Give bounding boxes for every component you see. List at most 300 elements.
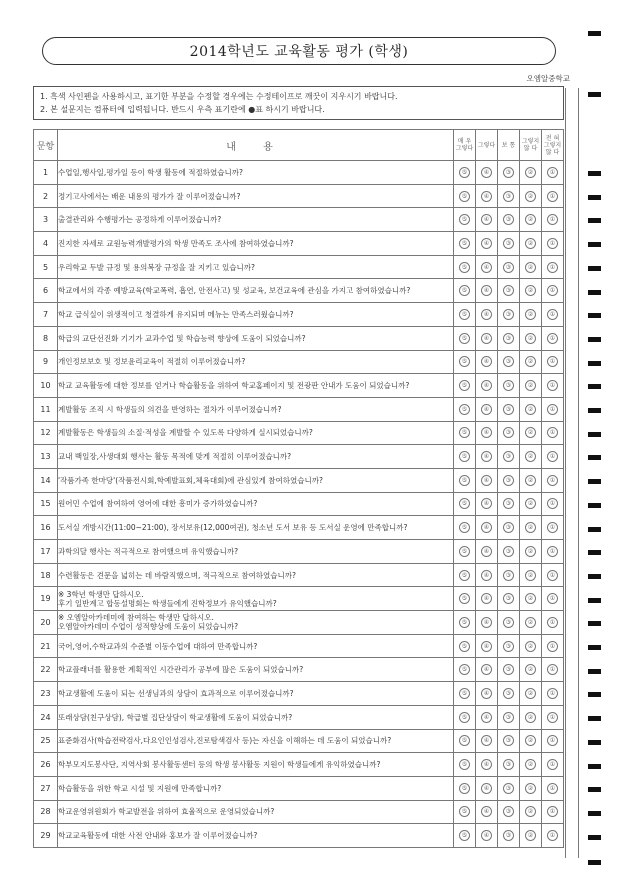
answer-bubble-5[interactable]: ⑤ <box>459 641 470 652</box>
answer-bubble-5[interactable]: ⑤ <box>459 356 470 367</box>
answer-bubble-4[interactable]: ④ <box>481 380 492 391</box>
answer-bubble-3[interactable]: ③ <box>503 498 514 509</box>
answer-cell <box>520 397 542 421</box>
question-number: 21 <box>34 634 58 658</box>
answer-bubble-5[interactable]: ⑤ <box>459 498 470 509</box>
answer-cell <box>454 397 476 421</box>
answer-bubble-5[interactable]: ⑤ <box>459 712 470 723</box>
answer-cell <box>476 255 498 279</box>
answer-cell <box>520 587 542 611</box>
answer-bubble-2[interactable]: ② <box>525 191 536 202</box>
answer-cell <box>498 184 520 208</box>
instruction-1: 1. 흑색 사인펜을 사용하시고, 표기한 부분을 수정할 경우에는 수정테이프로 깨끗이 지우시기 바랍니다. <box>40 92 398 101</box>
timing-mark <box>588 408 601 413</box>
answer-bubble-5[interactable]: ⑤ <box>459 522 470 533</box>
answer-bubble-5[interactable]: ⑤ <box>459 285 470 296</box>
answer-cell <box>498 421 520 445</box>
question-number: 16 <box>34 516 58 540</box>
answer-cell <box>476 540 498 564</box>
answer-bubble-5[interactable]: ⑤ <box>459 309 470 320</box>
answer-cell <box>542 729 564 753</box>
question-row <box>34 540 564 564</box>
answer-bubble-1[interactable]: ① <box>547 262 558 273</box>
question-text: 수업일,행사일,평가일 등이 학생 활동에 적절하였습니까? <box>58 161 454 185</box>
timing-mark <box>588 669 601 674</box>
answer-bubble-1[interactable]: ① <box>547 309 558 320</box>
answer-bubble-3[interactable]: ③ <box>503 285 514 296</box>
answer-cell <box>476 753 498 777</box>
answer-cell <box>498 587 520 611</box>
question-text: 도서실 개방시간(11:00~21:00), 장서보유(12,000여권), 청소년 도서 보유 등 도서실 운영에 만족합니까? <box>58 516 454 540</box>
header-option-5: 매 우 그렇다 <box>454 130 476 161</box>
answer-bubble-3[interactable]: ③ <box>503 641 514 652</box>
timing-mark <box>588 455 601 460</box>
answer-cell <box>498 326 520 350</box>
answer-cell <box>520 184 542 208</box>
answer-bubble-1[interactable]: ① <box>547 712 558 723</box>
answer-bubble-4[interactable]: ④ <box>481 688 492 699</box>
answer-bubble-2[interactable]: ② <box>525 546 536 557</box>
answer-bubble-4[interactable]: ④ <box>481 830 492 841</box>
answer-bubble-3[interactable]: ③ <box>503 475 514 486</box>
question-text: 학습활동을 위한 학교 시설 및 지원에 만족합니까? <box>58 776 454 800</box>
answer-bubble-5[interactable]: ⑤ <box>459 238 470 249</box>
answer-cell <box>520 729 542 753</box>
question-row <box>34 705 564 729</box>
answer-bubble-4[interactable]: ④ <box>481 546 492 557</box>
answer-bubble-5[interactable]: ⑤ <box>459 783 470 794</box>
answer-bubble-4[interactable]: ④ <box>481 427 492 438</box>
survey-table <box>33 129 564 848</box>
answer-bubble-4[interactable]: ④ <box>481 356 492 367</box>
answer-bubble-2[interactable]: ② <box>525 238 536 249</box>
question-list <box>34 161 564 848</box>
answer-bubble-2[interactable]: ② <box>525 285 536 296</box>
answer-bubble-1[interactable]: ① <box>547 191 558 202</box>
answer-bubble-2[interactable]: ② <box>525 641 536 652</box>
answer-cell <box>454 279 476 303</box>
header-option-3: 보 통 <box>498 130 520 161</box>
question-number: 25 <box>34 729 58 753</box>
answer-cell <box>520 255 542 279</box>
answer-cell <box>542 587 564 611</box>
answer-cell <box>498 634 520 658</box>
question-number: 3 <box>34 208 58 232</box>
question-number: 17 <box>34 540 58 564</box>
answer-cell <box>454 232 476 256</box>
answer-bubble-4[interactable]: ④ <box>481 309 492 320</box>
question-number: 18 <box>34 563 58 587</box>
answer-bubble-5[interactable]: ⑤ <box>459 546 470 557</box>
answer-bubble-2[interactable]: ② <box>525 759 536 770</box>
answer-bubble-4[interactable]: ④ <box>481 664 492 675</box>
answer-bubble-5[interactable]: ⑤ <box>459 380 470 391</box>
answer-cell <box>454 611 476 635</box>
timing-mark <box>588 716 601 721</box>
answer-bubble-5[interactable]: ⑤ <box>459 830 470 841</box>
timing-mark <box>588 92 601 97</box>
question-number: 9 <box>34 350 58 374</box>
answer-cell <box>476 326 498 350</box>
answer-bubble-2[interactable]: ② <box>525 309 536 320</box>
question-number: 13 <box>34 445 58 469</box>
answer-bubble-4[interactable]: ④ <box>481 783 492 794</box>
question-text: 학교운영위원회가 학교발전을 위하여 효율적으로 운영되었습니까? <box>58 800 454 824</box>
answer-cell <box>542 516 564 540</box>
answer-bubble-1[interactable]: ① <box>547 664 558 675</box>
answer-cell <box>542 634 564 658</box>
answer-bubble-5[interactable]: ⑤ <box>459 333 470 344</box>
answer-cell <box>476 468 498 492</box>
answer-bubble-4[interactable]: ④ <box>481 333 492 344</box>
answer-bubble-5[interactable]: ⑤ <box>459 735 470 746</box>
answer-cell <box>498 279 520 303</box>
answer-cell <box>520 326 542 350</box>
timing-mark <box>588 787 601 792</box>
question-text: 과학의달 행사는 적극적으로 참여했으며 유익했습니까? <box>58 540 454 564</box>
answer-bubble-1[interactable]: ① <box>547 333 558 344</box>
answer-cell <box>542 303 564 327</box>
answer-cell <box>476 587 498 611</box>
answer-cell <box>476 800 498 824</box>
answer-bubble-3[interactable]: ③ <box>503 570 514 581</box>
answer-cell <box>542 255 564 279</box>
answer-bubble-5[interactable]: ⑤ <box>459 191 470 202</box>
answer-bubble-2[interactable]: ② <box>525 688 536 699</box>
answer-bubble-2[interactable]: ② <box>525 664 536 675</box>
question-text: '작품가족 한마당'(작품전시회,학예발표회,체육대회)에 관심있게 참여하였습니까? <box>58 468 454 492</box>
answer-bubble-3[interactable]: ③ <box>503 191 514 202</box>
answer-bubble-2[interactable]: ② <box>525 593 536 604</box>
answer-cell <box>476 445 498 469</box>
answer-bubble-5[interactable]: ⑤ <box>459 759 470 770</box>
answer-bubble-2[interactable]: ② <box>525 617 536 628</box>
timing-mark <box>588 195 601 200</box>
answer-bubble-3[interactable]: ③ <box>503 214 514 225</box>
answer-bubble-5[interactable]: ⑤ <box>459 570 470 581</box>
question-number: 4 <box>34 232 58 256</box>
answer-cell <box>476 682 498 706</box>
answer-bubble-2[interactable]: ② <box>525 475 536 486</box>
question-text: 우리학교 두발 규정 및 용의복장 규정을 잘 지키고 있습니까? <box>58 255 454 279</box>
answer-bubble-3[interactable]: ③ <box>503 688 514 699</box>
answer-bubble-3[interactable]: ③ <box>503 593 514 604</box>
answer-cell <box>542 208 564 232</box>
answer-bubble-3[interactable]: ③ <box>503 380 514 391</box>
answer-cell <box>476 184 498 208</box>
question-row <box>34 421 564 445</box>
answer-bubble-2[interactable]: ② <box>525 262 536 273</box>
question-number: 26 <box>34 753 58 777</box>
answer-bubble-2[interactable]: ② <box>525 570 536 581</box>
answer-bubble-1[interactable]: ① <box>547 451 558 462</box>
answer-bubble-5[interactable]: ⑤ <box>459 664 470 675</box>
answer-cell <box>542 492 564 516</box>
question-number: 19 <box>34 587 58 611</box>
answer-bubble-4[interactable]: ④ <box>481 522 492 533</box>
answer-cell <box>454 161 476 185</box>
answer-cell <box>520 232 542 256</box>
answer-bubble-3[interactable]: ③ <box>503 806 514 817</box>
answer-bubble-3[interactable]: ③ <box>503 783 514 794</box>
answer-bubble-4[interactable]: ④ <box>481 451 492 462</box>
answer-bubble-2[interactable]: ② <box>525 404 536 415</box>
answer-bubble-3[interactable]: ③ <box>503 546 514 557</box>
timing-mark <box>588 313 601 318</box>
question-row <box>34 468 564 492</box>
answer-bubble-4[interactable]: ④ <box>481 593 492 604</box>
question-row <box>34 682 564 706</box>
timing-mark <box>588 598 601 603</box>
answer-cell <box>454 374 476 398</box>
answer-cell <box>542 468 564 492</box>
answer-bubble-4[interactable]: ④ <box>481 404 492 415</box>
answer-cell <box>542 232 564 256</box>
question-number: 12 <box>34 421 58 445</box>
timing-strip <box>565 88 579 858</box>
answer-bubble-5[interactable]: ⑤ <box>459 167 470 178</box>
answer-cell <box>520 516 542 540</box>
answer-bubble-2[interactable]: ② <box>525 451 536 462</box>
answer-bubble-2[interactable]: ② <box>525 380 536 391</box>
answer-bubble-3[interactable]: ③ <box>503 522 514 533</box>
answer-cell <box>454 208 476 232</box>
answer-bubble-5[interactable]: ⑤ <box>459 451 470 462</box>
answer-bubble-4[interactable]: ④ <box>481 285 492 296</box>
timing-mark <box>588 621 601 626</box>
answer-bubble-1[interactable]: ① <box>547 285 558 296</box>
answer-bubble-1[interactable]: ① <box>547 238 558 249</box>
question-row <box>34 374 564 398</box>
answer-bubble-2[interactable]: ② <box>525 712 536 723</box>
answer-bubble-1[interactable]: ① <box>547 735 558 746</box>
answer-bubble-5[interactable]: ⑤ <box>459 475 470 486</box>
answer-cell <box>520 421 542 445</box>
answer-cell <box>476 729 498 753</box>
answer-bubble-1[interactable]: ① <box>547 522 558 533</box>
answer-cell <box>498 682 520 706</box>
question-text: ※ 3학년 학생만 답하시오. 후기 일반계고 합동설명회는 학생들에게 진학정보가 유익했습니까? <box>58 587 454 611</box>
question-row <box>34 516 564 540</box>
answer-bubble-1[interactable]: ① <box>547 498 558 509</box>
answer-bubble-1[interactable]: ① <box>547 688 558 699</box>
question-number: 11 <box>34 397 58 421</box>
question-row <box>34 658 564 682</box>
answer-bubble-3[interactable]: ③ <box>503 333 514 344</box>
answer-cell <box>542 658 564 682</box>
answer-bubble-2[interactable]: ② <box>525 735 536 746</box>
answer-cell <box>520 634 542 658</box>
answer-cell <box>498 445 520 469</box>
answer-bubble-5[interactable]: ⑤ <box>459 806 470 817</box>
answer-bubble-2[interactable]: ② <box>525 356 536 367</box>
answer-cell <box>454 658 476 682</box>
question-text: 학부모지도봉사단, 지역사회 봉사활동센터 등의 학생 봉사활동 지원이 학생들에게 유익하였습니까? <box>58 753 454 777</box>
answer-bubble-3[interactable]: ③ <box>503 309 514 320</box>
answer-bubble-4[interactable]: ④ <box>481 238 492 249</box>
answer-bubble-1[interactable]: ① <box>547 759 558 770</box>
answer-bubble-1[interactable]: ① <box>547 641 558 652</box>
answer-cell <box>498 397 520 421</box>
answer-bubble-1[interactable]: ① <box>547 546 558 557</box>
answer-bubble-3[interactable]: ③ <box>503 404 514 415</box>
answer-bubble-3[interactable]: ③ <box>503 712 514 723</box>
answer-cell <box>454 350 476 374</box>
answer-bubble-5[interactable]: ⑤ <box>459 404 470 415</box>
question-row <box>34 279 564 303</box>
answer-bubble-4[interactable]: ④ <box>481 191 492 202</box>
instructions-box <box>33 86 564 120</box>
answer-cell <box>476 824 498 848</box>
timing-mark <box>588 503 601 508</box>
answer-bubble-1[interactable]: ① <box>547 356 558 367</box>
question-text: 학교 교육활동에 대한 정보를 얻거나 학습활동을 위하여 학교홈페이지 및 전광판 안내가 도움이 되었습니까? <box>58 374 454 398</box>
question-text: 계발활동 조직 시 학생들의 의견을 반영하는 절차가 이루어졌습니까? <box>58 397 454 421</box>
answer-bubble-1[interactable]: ① <box>547 404 558 415</box>
answer-cell <box>454 753 476 777</box>
answer-bubble-1[interactable]: ① <box>547 806 558 817</box>
answer-bubble-3[interactable]: ③ <box>503 262 514 273</box>
question-number: 27 <box>34 776 58 800</box>
answer-cell <box>454 682 476 706</box>
header-option-2: 그렇지 않 다 <box>520 130 542 161</box>
answer-bubble-5[interactable]: ⑤ <box>459 593 470 604</box>
question-row <box>34 824 564 848</box>
answer-cell <box>520 540 542 564</box>
answer-bubble-4[interactable]: ④ <box>481 617 492 628</box>
answer-bubble-4[interactable]: ④ <box>481 167 492 178</box>
question-text: 수련활동은 견문을 넓히는 데 바람직했으며, 적극적으로 참여하였습니까? <box>58 563 454 587</box>
answer-cell <box>542 682 564 706</box>
answer-bubble-2[interactable]: ② <box>525 167 536 178</box>
answer-bubble-4[interactable]: ④ <box>481 759 492 770</box>
answer-bubble-5[interactable]: ⑤ <box>459 427 470 438</box>
answer-bubble-1[interactable]: ① <box>547 427 558 438</box>
timing-mark <box>588 266 601 271</box>
timing-mark <box>588 479 601 484</box>
answer-cell <box>498 161 520 185</box>
answer-bubble-1[interactable]: ① <box>547 830 558 841</box>
header-option-4: 그렇다 <box>476 130 498 161</box>
question-row <box>34 492 564 516</box>
answer-bubble-2[interactable]: ② <box>525 783 536 794</box>
answer-bubble-4[interactable]: ④ <box>481 641 492 652</box>
answer-bubble-4[interactable]: ④ <box>481 806 492 817</box>
answer-bubble-4[interactable]: ④ <box>481 498 492 509</box>
answer-cell <box>476 397 498 421</box>
question-text: 진지한 자세로 교원능력개발평가의 학생 만족도 조사에 참여하였습니까? <box>58 232 454 256</box>
answer-cell <box>498 705 520 729</box>
question-number: 28 <box>34 800 58 824</box>
answer-bubble-1[interactable]: ① <box>547 214 558 225</box>
question-text: 학교생활에 도움이 되는 선생님과의 상담이 효과적으로 이루어졌습니까? <box>58 682 454 706</box>
answer-bubble-1[interactable]: ① <box>547 617 558 628</box>
answer-bubble-1[interactable]: ① <box>547 380 558 391</box>
answer-cell <box>520 492 542 516</box>
answer-cell <box>542 776 564 800</box>
question-row <box>34 729 564 753</box>
answer-bubble-3[interactable]: ③ <box>503 427 514 438</box>
answer-bubble-3[interactable]: ③ <box>503 356 514 367</box>
answer-cell <box>454 587 476 611</box>
answer-cell <box>476 208 498 232</box>
answer-bubble-3[interactable]: ③ <box>503 167 514 178</box>
question-number: 24 <box>34 705 58 729</box>
answer-bubble-4[interactable]: ④ <box>481 214 492 225</box>
answer-bubble-1[interactable]: ① <box>547 783 558 794</box>
question-number: 22 <box>34 658 58 682</box>
answer-bubble-3[interactable]: ③ <box>503 238 514 249</box>
answer-cell <box>498 729 520 753</box>
answer-bubble-2[interactable]: ② <box>525 806 536 817</box>
answer-bubble-2[interactable]: ② <box>525 498 536 509</box>
timing-mark <box>588 242 601 247</box>
question-text: 학교에서의 각종 예방교육(학교폭력, 흡연, 안전사고) 및 성교육, 보건교육에 관심을 가지고 참여하였습니까? <box>58 279 454 303</box>
answer-bubble-2[interactable]: ② <box>525 830 536 841</box>
question-number: 6 <box>34 279 58 303</box>
answer-bubble-5[interactable]: ⑤ <box>459 617 470 628</box>
answer-cell <box>498 611 520 635</box>
answer-bubble-5[interactable]: ⑤ <box>459 214 470 225</box>
answer-bubble-5[interactable]: ⑤ <box>459 262 470 273</box>
answer-bubble-4[interactable]: ④ <box>481 735 492 746</box>
timing-mark <box>588 171 601 176</box>
answer-cell <box>542 279 564 303</box>
answer-bubble-1[interactable]: ① <box>547 167 558 178</box>
answer-bubble-2[interactable]: ② <box>525 333 536 344</box>
question-row <box>34 753 564 777</box>
answer-bubble-2[interactable]: ② <box>525 522 536 533</box>
answer-bubble-4[interactable]: ④ <box>481 712 492 723</box>
timing-mark <box>588 645 601 650</box>
question-row <box>34 255 564 279</box>
answer-bubble-1[interactable]: ① <box>547 475 558 486</box>
answer-bubble-3[interactable]: ③ <box>503 759 514 770</box>
answer-bubble-2[interactable]: ② <box>525 427 536 438</box>
answer-cell <box>520 824 542 848</box>
answer-bubble-2[interactable]: ② <box>525 214 536 225</box>
answer-bubble-5[interactable]: ⑤ <box>459 688 470 699</box>
answer-cell <box>454 540 476 564</box>
answer-cell <box>520 374 542 398</box>
answer-cell <box>476 232 498 256</box>
answer-bubble-3[interactable]: ③ <box>503 664 514 675</box>
answer-bubble-4[interactable]: ④ <box>481 262 492 273</box>
answer-bubble-3[interactable]: ③ <box>503 451 514 462</box>
answer-bubble-3[interactable]: ③ <box>503 735 514 746</box>
answer-bubble-3[interactable]: ③ <box>503 617 514 628</box>
answer-cell <box>520 658 542 682</box>
answer-cell <box>454 326 476 350</box>
answer-cell <box>520 705 542 729</box>
answer-bubble-4[interactable]: ④ <box>481 570 492 581</box>
answer-cell <box>520 350 542 374</box>
answer-bubble-1[interactable]: ① <box>547 593 558 604</box>
timing-mark <box>588 860 601 865</box>
answer-cell <box>520 468 542 492</box>
timing-mark <box>588 361 601 366</box>
answer-cell <box>520 279 542 303</box>
answer-cell <box>542 350 564 374</box>
answer-cell <box>476 658 498 682</box>
answer-bubble-1[interactable]: ① <box>547 570 558 581</box>
question-text: 원어민 수업에 참여하여 영어에 대한 흥미가 증가하였습니까? <box>58 492 454 516</box>
answer-cell <box>454 445 476 469</box>
answer-cell <box>476 161 498 185</box>
answer-bubble-4[interactable]: ④ <box>481 475 492 486</box>
header-no: 문항 <box>34 130 58 161</box>
answer-bubble-3[interactable]: ③ <box>503 830 514 841</box>
